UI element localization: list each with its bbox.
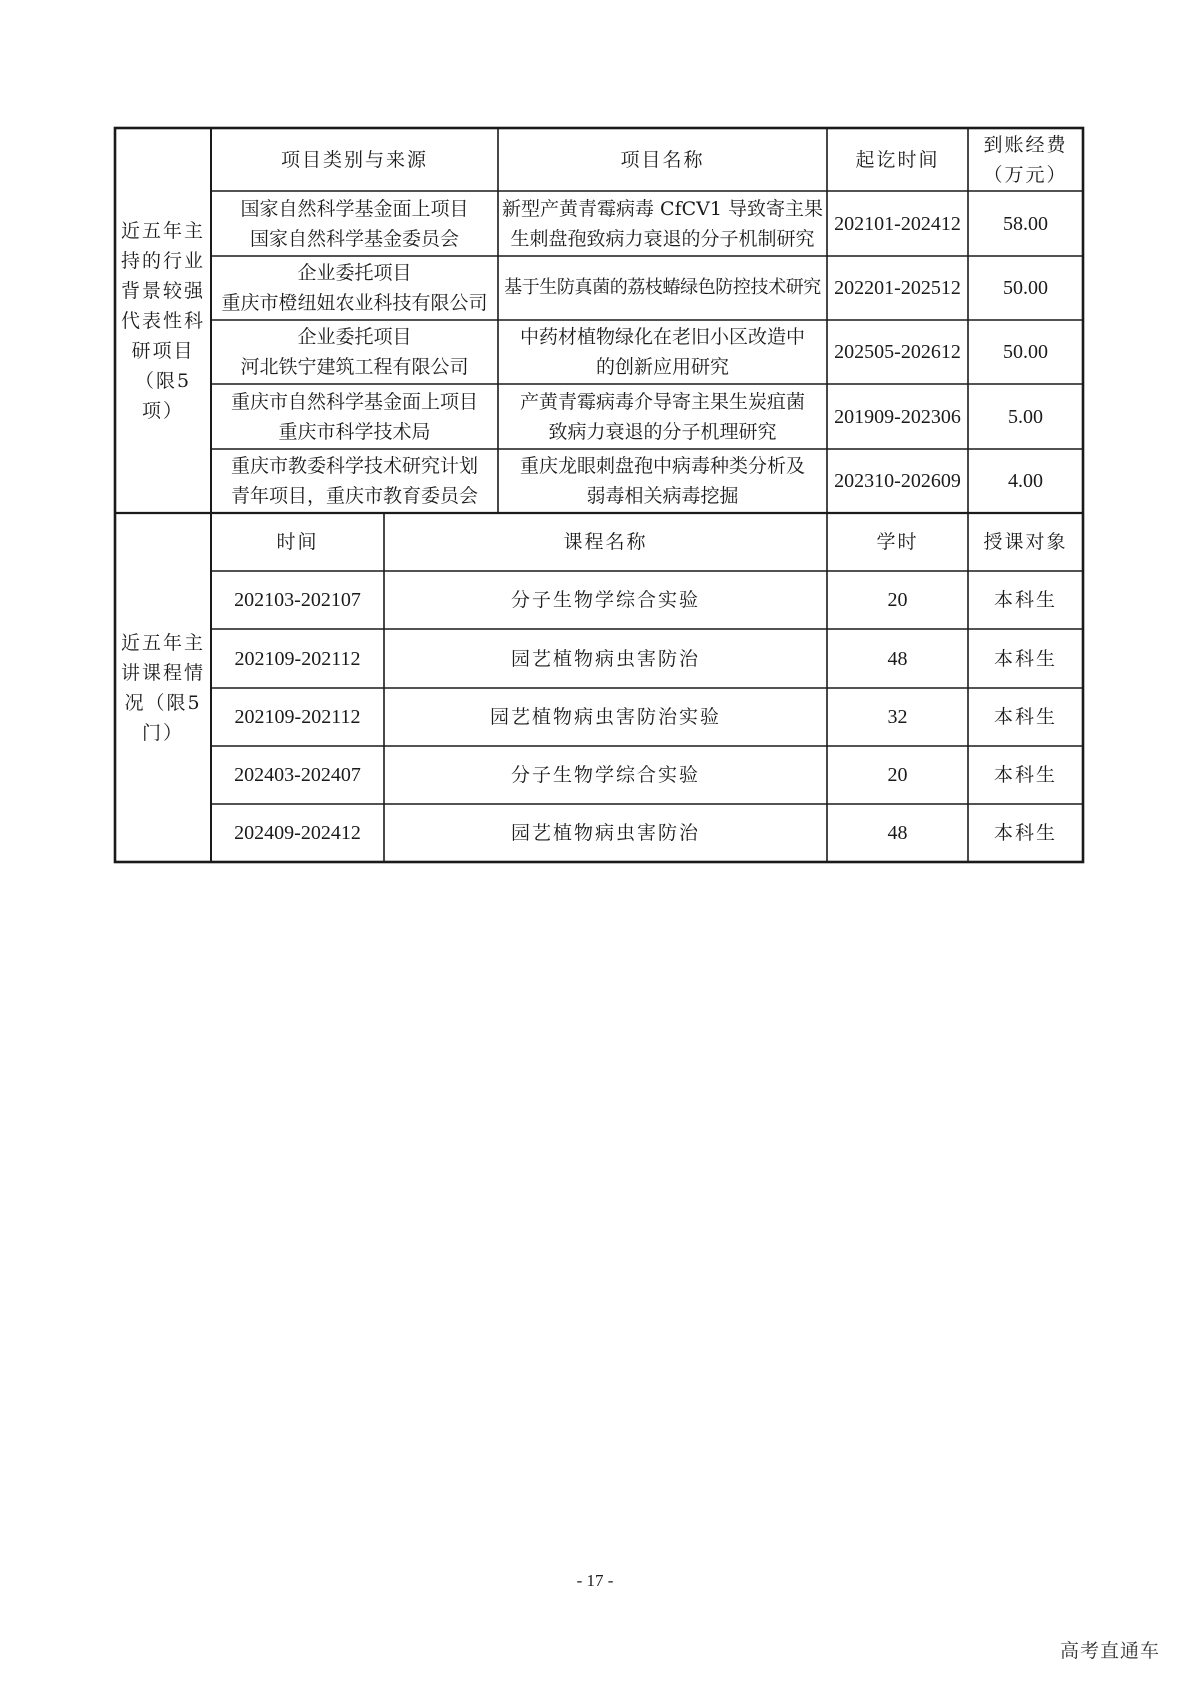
header-project-category: 项目类别与来源 bbox=[280, 148, 428, 171]
project-period: 202101-202412 bbox=[834, 212, 961, 235]
project-name-line: 生刺盘孢致病力衰退的分子机制研究 bbox=[510, 227, 815, 250]
course-name: 分子生物学综合实验 bbox=[510, 589, 700, 611]
course-time: 202403-202407 bbox=[234, 764, 361, 786]
project-category-type: 重庆市教委科学技术研究计划 bbox=[230, 455, 478, 477]
table-row-project-name bbox=[498, 191, 827, 256]
project-category-source: 重庆市科学技术局 bbox=[278, 420, 431, 443]
project-category-source: 青年项目，重庆市教育委员会 bbox=[230, 485, 478, 507]
header-course-audience: 授课对象 bbox=[983, 531, 1068, 553]
course-hours: 48 bbox=[887, 822, 908, 844]
table-row-project-name bbox=[498, 320, 827, 384]
project-name-line: 的创新应用研究 bbox=[595, 356, 729, 378]
table-row-project-name bbox=[498, 449, 827, 513]
table-row-project-name bbox=[498, 256, 827, 320]
course-time: 202109-202112 bbox=[234, 706, 361, 728]
page-number: - 17 - bbox=[576, 1571, 614, 1590]
project-funding: 4.00 bbox=[1008, 470, 1043, 492]
courses-section-label: 近五年主讲课程情况（限5门） bbox=[121, 631, 206, 744]
header-course-name: 课程名称 bbox=[563, 531, 648, 553]
course-name: 园艺植物病虫害防治 bbox=[510, 822, 700, 844]
course-name: 园艺植物病虫害防治 bbox=[510, 647, 700, 670]
table-row-project-category bbox=[211, 320, 498, 384]
project-name-line: 弱毒相关病毒挖掘 bbox=[586, 485, 739, 507]
project-funding: 50.00 bbox=[1003, 341, 1048, 363]
course-hours: 20 bbox=[887, 764, 908, 786]
course-time: 202409-202412 bbox=[234, 822, 361, 844]
project-name-line: 中药材植物绿化在老旧小区改造中 bbox=[519, 326, 805, 348]
course-audience: 本科生 bbox=[993, 589, 1057, 611]
project-category-type: 企业委托项目 bbox=[297, 262, 412, 284]
header-project-name: 项目名称 bbox=[620, 148, 705, 171]
project-period: 201909-202306 bbox=[834, 405, 961, 428]
course-name: 园艺植物病虫害防治实验 bbox=[489, 706, 721, 728]
project-period: 202201-202512 bbox=[834, 277, 961, 299]
course-audience: 本科生 bbox=[993, 822, 1057, 844]
course-audience: 本科生 bbox=[993, 706, 1057, 728]
project-funding: 58.00 bbox=[1003, 212, 1048, 235]
header-project-funding: 到账经费（万元） bbox=[983, 133, 1068, 186]
header-course-hours: 学时 bbox=[876, 531, 919, 553]
project-funding: 5.00 bbox=[1008, 405, 1043, 428]
project-funding: 50.00 bbox=[1003, 277, 1048, 299]
header-course-time: 时间 bbox=[276, 531, 319, 553]
course-time: 202103-202107 bbox=[234, 589, 361, 611]
table-row-project-name bbox=[498, 384, 827, 449]
projects-section-label: 近五年主持的行业背景较强代表性科研项目（限5项） bbox=[121, 219, 206, 422]
project-name-line: 产黄青霉病毒介导寄主果生炭疽菌 bbox=[519, 390, 805, 413]
project-name-line: 新型产黄青霉病毒 CfCV1 导致寄主果 bbox=[502, 197, 823, 220]
header-project-period: 起讫时间 bbox=[855, 148, 940, 171]
course-hours: 20 bbox=[887, 589, 908, 611]
project-category-source: 重庆市橙纽妞农业科技有限公司 bbox=[221, 292, 488, 314]
project-category-source: 国家自然科学基金委员会 bbox=[249, 227, 459, 250]
project-category-type: 国家自然科学基金面上项目 bbox=[240, 197, 469, 220]
project-category-type: 企业委托项目 bbox=[297, 326, 412, 348]
table-row-project-category bbox=[211, 191, 498, 256]
course-audience: 本科生 bbox=[993, 647, 1057, 670]
course-audience: 本科生 bbox=[993, 764, 1057, 786]
course-hours: 48 bbox=[887, 647, 908, 670]
project-period: 202310-202609 bbox=[834, 470, 961, 492]
project-name-line: 重庆龙眼刺盘孢中病毒种类分析及 bbox=[519, 455, 805, 477]
project-name-line: 基于生防真菌的荔枝蝽绿色防控技术研究 bbox=[504, 277, 821, 298]
project-name-line: 致病力衰退的分子机理研究 bbox=[548, 420, 777, 443]
project-category-source: 河北铁宁建筑工程有限公司 bbox=[240, 356, 469, 378]
course-hours: 32 bbox=[887, 706, 908, 728]
table-row-project-category bbox=[211, 256, 498, 320]
table-row-project-category bbox=[211, 384, 498, 449]
table-row-project-category bbox=[211, 449, 498, 513]
course-time: 202109-202112 bbox=[234, 647, 361, 670]
watermark-text: 高考直通车 bbox=[1059, 1640, 1160, 1662]
project-category-type: 重庆市自然科学基金面上项目 bbox=[230, 390, 478, 413]
project-period: 202505-202612 bbox=[834, 341, 961, 363]
course-name: 分子生物学综合实验 bbox=[510, 764, 700, 786]
